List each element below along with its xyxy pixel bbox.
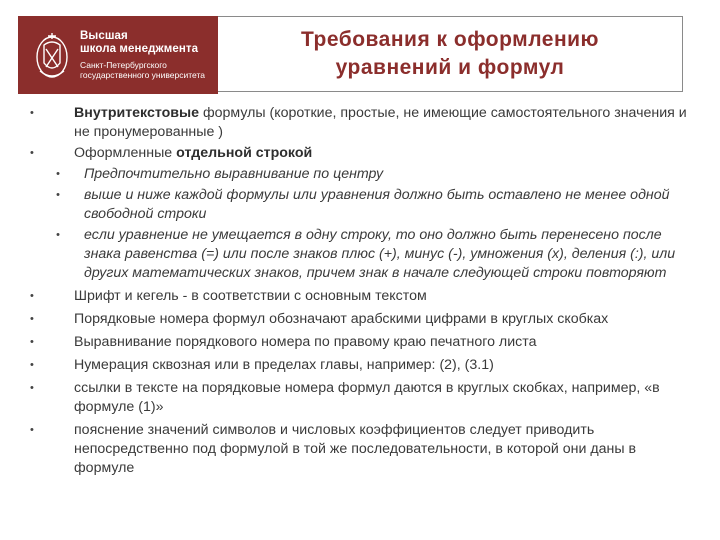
item-text: Оформленные xyxy=(74,145,177,161)
item-text: если уравнение не умещается в одну строку, то оно должно быть перенесено после знака равенства (=) или после знаков плюс (+), минус (-), умножения (х), деления (:), или других математических знаков, причем знак в начале следующей строки повторяют xyxy=(84,227,676,281)
bullet-list xyxy=(28,104,696,478)
item-bold-text: Внутритекстовые xyxy=(74,105,200,121)
logo-text xyxy=(80,30,205,80)
logo-line-3: Санкт-Петербургского xyxy=(80,60,167,70)
item-text: ссылки в тексте на порядковые номера формул даются в круглых скобках, например, «в формуле (1)» xyxy=(74,380,660,415)
bullet-icon: • xyxy=(30,336,34,348)
bullet-icon: • xyxy=(30,313,34,325)
item-text: выше и ниже каждой формулы или уравнения должно быть оставлено не менее одной свободной строки xyxy=(84,187,670,222)
list-item xyxy=(28,379,696,417)
logo-line-4: государственного университета xyxy=(80,70,206,80)
slide-title xyxy=(218,16,683,92)
item-text: пояснение значений символов и числовых коэффициентов следует приводить непосредственно под формулой в той же последовательности, в которой они даны в формуле xyxy=(74,422,636,476)
item-text: Предпочтительно выравнивание по центру xyxy=(84,166,384,182)
bullet-icon: • xyxy=(30,107,34,119)
list-item xyxy=(28,104,696,142)
bullet-icon: • xyxy=(56,168,60,180)
bullet-icon: • xyxy=(56,189,60,201)
item-text: Нумерация сквозная или в пределах главы, например: (2), (3.1) xyxy=(74,357,494,373)
list-item xyxy=(28,333,696,352)
list-item xyxy=(28,310,696,329)
logo-line-2: школа менеджмента xyxy=(80,43,199,55)
university-emblem-icon xyxy=(32,27,72,83)
bullet-icon: • xyxy=(30,147,34,159)
bullet-icon: • xyxy=(30,424,34,436)
list-item xyxy=(28,144,696,163)
item-text: Выравнивание порядкового номера по правому краю печатного листа xyxy=(74,334,537,350)
sub-list-item xyxy=(28,226,696,283)
item-text: формулы (короткие, простые, не имеющие самостоятельного значения и не пронумерованные ) xyxy=(74,105,687,140)
item-text: Порядковые номера формул обозначают арабскими цифрами в круглых скобках xyxy=(74,311,609,327)
university-logo xyxy=(18,16,218,94)
bullet-icon: • xyxy=(30,382,34,394)
bullet-icon: • xyxy=(56,229,60,241)
item-text: Шрифт и кегель - в соответствии с основным текстом xyxy=(74,288,427,304)
title-line-1: Требования к оформлению xyxy=(300,28,599,51)
title-line-2: уравнений и формул xyxy=(335,56,565,79)
item-bold-text: отдельной строкой xyxy=(176,145,313,161)
list-item xyxy=(28,287,696,306)
sub-list-item xyxy=(28,186,696,224)
logo-line-1: Высшая xyxy=(80,30,128,42)
bullet-icon: • xyxy=(30,359,34,371)
list-item xyxy=(28,421,696,478)
list-item xyxy=(28,356,696,375)
sub-list-item xyxy=(28,165,696,184)
bullet-icon: • xyxy=(30,290,34,302)
